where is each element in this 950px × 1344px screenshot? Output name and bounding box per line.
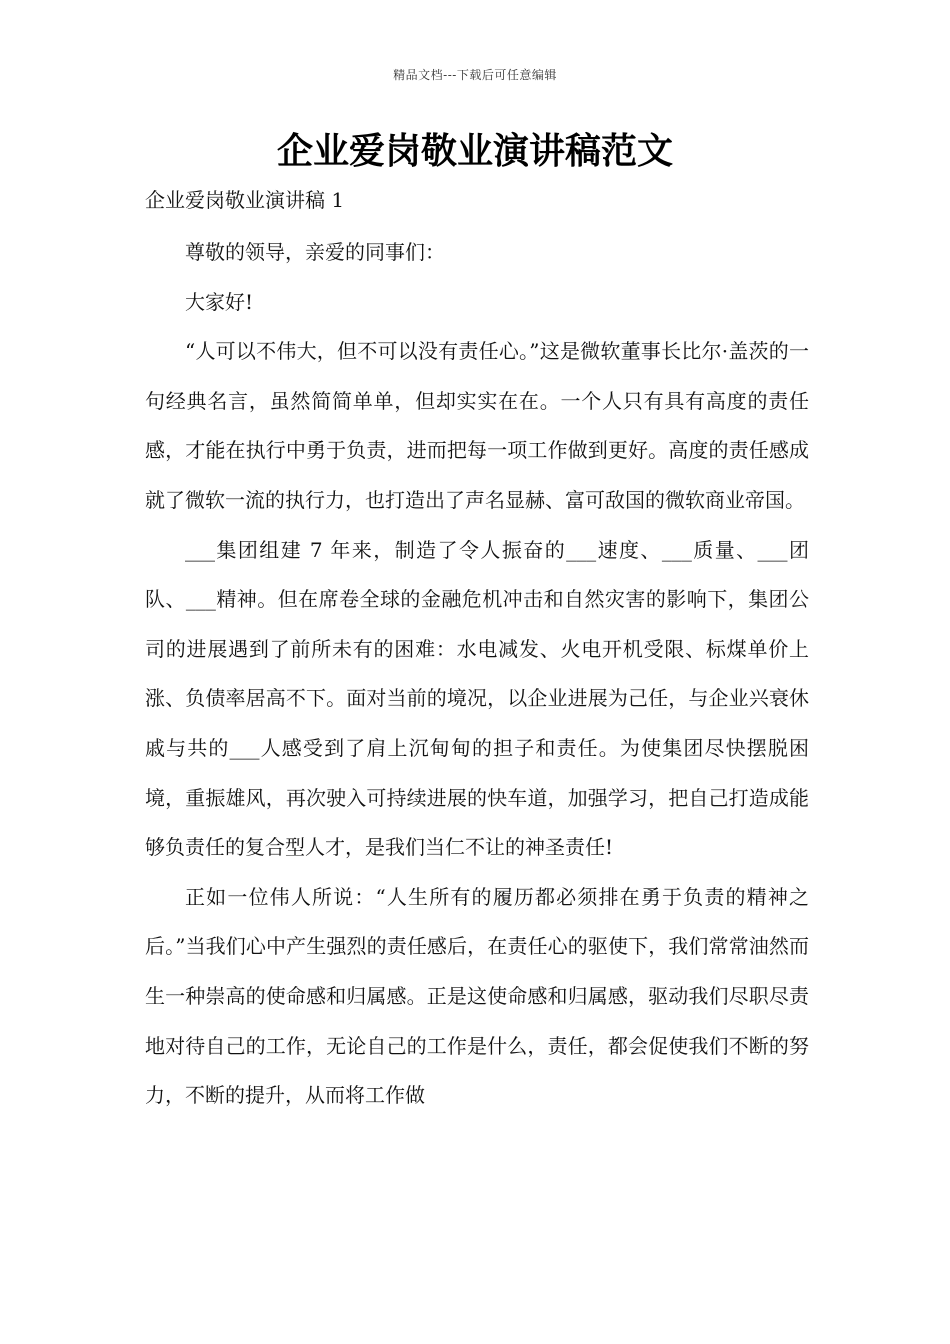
paragraph-responsibility: 正如一位伟人所说：“人生所有的履历都必须排在勇于负责的精神之后。”当我们心中产生强烈的责任感后，在责任心的驱使下，我们常常油然而生一种崇高的使命感和归属感。正是这使命感和归属感，驱动我们尽职尽责地对待自己的工作，无论自己的工作是什么，责任，都会促使我们不断的努力，不断的提升，从而将工作做 [145, 884, 809, 1108]
paragraph-quote: “人可以不伟大，但不可以没有责任心。”这是微软董事长比尔·盖茨的一句经典名言，虽然简简单单，但却实实在在。一个人只有具有高度的责任感，才能在执行中勇于负责，进而把每一项工作做到更好。高度的责任感成就了微软一流的执行力，也打造出了声名显赫、富可敌国的微软商业帝国。 [145, 339, 809, 512]
paragraph-group: ___集团组建 7 年来，制造了令人振奋的___速度、___质量、___团队、___精神。但在席卷全球的金融危机冲击和自然灾害的影响下，集团公司的进展遇到了前所未有的困难：水电减发、火电开机受限、标煤单价上涨、负债率居高不下。面对当前的境况，以企业进展为己任，与企业兴衰休戚与共的___人感受到了肩上沉甸甸的担子和责任。为使集团尽快摆脱困境，重振雄风，再次驶入可持续进展的快车道，加强学习，把自己打造成能够负责任的复合型人才，是我们当仁不让的神圣责任! [145, 537, 809, 860]
document-title: 企业爱岗敬业演讲稿范文 [276, 131, 673, 172]
header-note: 精品文档---下载后可任意编辑 [393, 68, 557, 82]
document-subtitle: 企业爱岗敬业演讲稿 1 [145, 188, 345, 212]
paragraph-hello: 大家好! [185, 289, 254, 314]
document-body [145, 228, 809, 1121]
paragraph-greeting: 尊敬的领导，亲爱的同事们： [185, 240, 445, 264]
